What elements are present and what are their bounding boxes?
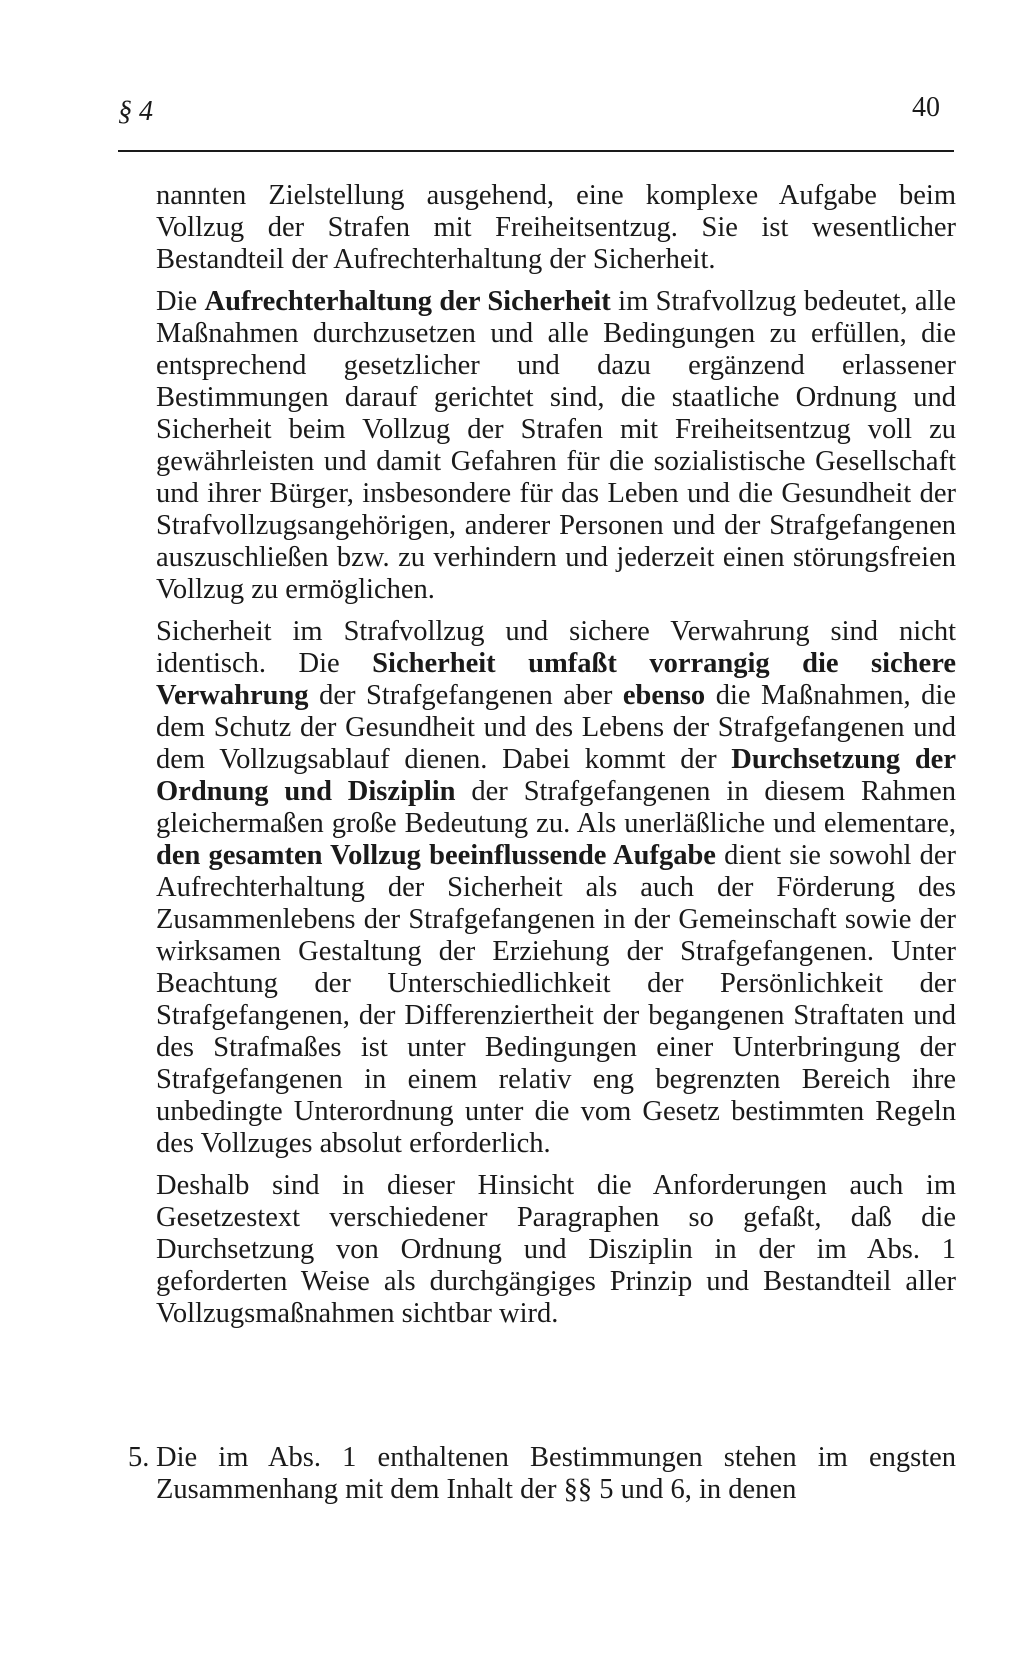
paragraph-text: die Maßnahmen, die dem Schutz der Gesundheit und des Lebens der Strafgefangenen und dem Vollzugsablauf dienen. Dabei kommt der: [156, 680, 956, 775]
paragraph-text: dient sie sowohl der Aufrechterhaltung der Sicherheit als auch der Förderung des Zusammenlebens der Strafgefangenen in der Gemeinschaft sowie der wirksamen Gestaltung der Erziehung der Strafgefangenen. Unter Beachtung der Unterschiedlichkeit der Persönlichkeit der Strafgefangenen, der Differenziertheit der begangenen Straftaten und des Strafmaßes ist unter Bedingungen einer Unterbringung der Strafgefangenen in einem relativ eng begrenzten Bereich ihre unbedingte Unterordnung unter die vom Gesetz bestimmten Regeln des Vollzuges absolut erforderlich.: [156, 840, 956, 1159]
page-number: 40: [912, 92, 940, 123]
item-text: Die im Abs. 1 enthaltenen Bestimmungen stehen im engsten Zusammenhang mit dem Inhalt der §§ 5 und 6, in denen: [156, 1442, 956, 1505]
paragraph-text: der Strafgefangenen in diesem Rahmen gleichermaßen große Bedeutung zu. Als unerläßliche und elementare,: [156, 776, 956, 839]
body-text: [156, 180, 956, 1330]
paragraph-text: der Strafgefangenen aber: [308, 680, 623, 711]
bold-term-sicherheit: Sicherheit umfaßt vorrangig die sichere Verwahrung: [156, 648, 956, 711]
paragraph-text: Die: [156, 286, 205, 317]
numbered-item-5: [128, 1442, 956, 1506]
bold-term-aufgabe: den gesamten Vollzug beeinflussende Aufgabe: [156, 840, 716, 871]
paragraph-text: Sicherheit im Strafvollzug und sichere Verwahrung sind nicht identisch. Die: [156, 616, 956, 679]
paragraph-text: Deshalb sind in dieser Hinsicht die Anforderungen auch im Gesetzestext verschiedener Paragraphen so gefaßt, daß die Durchsetzung von Ordnung und Disziplin in der im Abs. 1 geforderten Weise als durchgängiges Prinzip und Bestandteil aller Vollzugsmaßnahmen sichtbar wird.: [156, 1170, 956, 1329]
paragraph-text: nannten Zielstellung ausgehend, eine komplexe Aufgabe beim Vollzug der Strafen mit Freiheitsentzug. Sie ist wesentlicher Bestandteil der Aufrechterhaltung der Sicherheit.: [156, 180, 956, 275]
paragraph-2: [156, 286, 956, 606]
item-number: 5.: [128, 1442, 150, 1473]
paragraph-text: im Strafvollzug bedeutet, alle Maßnahmen durchzusetzen und alle Bedingungen zu erfüllen, die entsprechend gesetzlicher und dazu ergänzend erlassener Bestimmungen darauf gerichtet sind, die staatliche Ordnung und Sicherheit beim Vollzug der Strafen mit Freiheitsentzug voll zu gewährleisten und damit Gefahren für die sozialistische Gesellschaft und ihrer Bürger, insbesondere für das Leben und die Gesundheit der Strafvollzugsangehörigen, anderer Personen und der Strafgefangenen auszuschließen bzw. zu verhindern und jederzeit einen störungsfreien Vollzug zu ermöglichen.: [156, 286, 956, 605]
bold-term-ebenso: ebenso: [622, 680, 706, 711]
paragraph-4: [156, 1170, 956, 1330]
bold-term-durchsetzung: Durchsetzung der Ordnung und Disziplin: [156, 744, 956, 807]
section-marker: § 4: [118, 96, 153, 127]
bold-term-aufrechterhaltung: Aufrechterhaltung der Sicherheit: [204, 286, 611, 317]
paragraph-1: [156, 180, 956, 276]
header-rule: [118, 150, 954, 152]
paragraph-3: [156, 616, 956, 1160]
